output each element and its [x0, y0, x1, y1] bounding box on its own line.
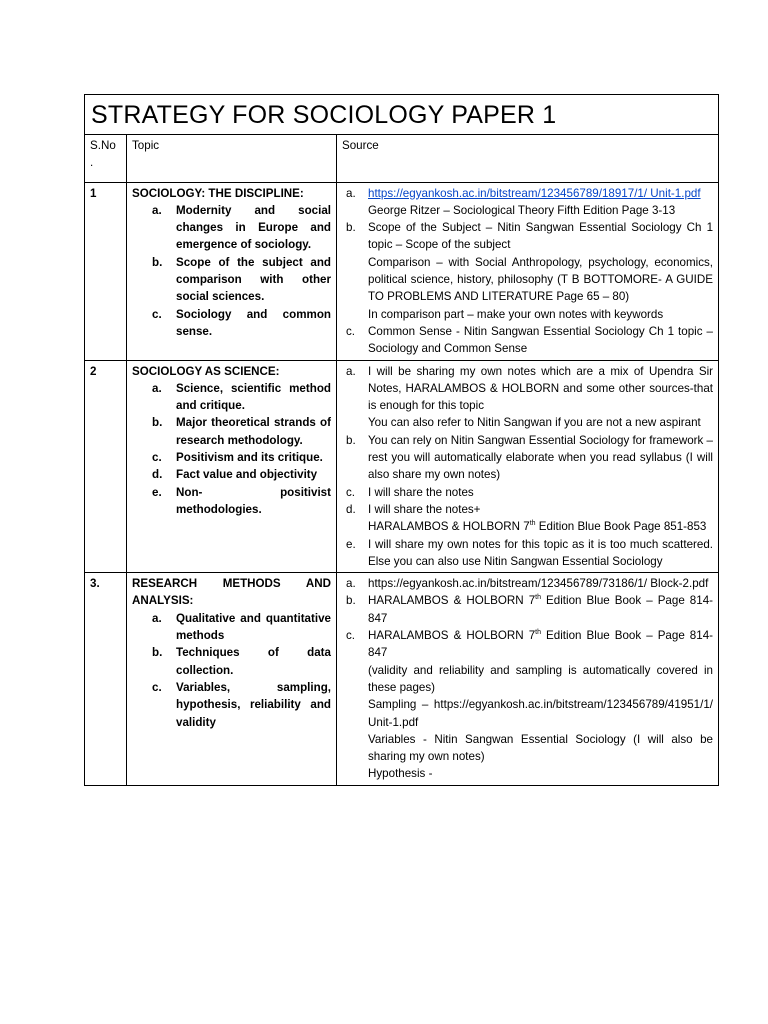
source-text: Scope of the Subject – Nitin Sangwan Essential Sociology Ch 1 topic – Scope of the subject: [368, 221, 714, 252]
superscript: th: [535, 594, 541, 602]
subtopic-item: [132, 644, 331, 679]
list-marker: b.: [152, 255, 163, 269]
subtopic-item: [132, 610, 331, 645]
superscript: th: [529, 520, 536, 528]
list-marker: a.: [346, 186, 356, 200]
header-sno: S.No .: [85, 135, 127, 183]
source-item: [342, 219, 713, 323]
source-item: [342, 363, 713, 432]
document-page: [84, 94, 718, 786]
subtopic-text: Non- positivist methodologies.: [176, 485, 331, 516]
row-number: 3.: [85, 573, 127, 786]
list-marker: a.: [346, 577, 356, 591]
source-item: [342, 185, 713, 220]
source-text: (validity and reliability and sampling is automatically covered in these pages): [368, 663, 714, 694]
strategy-table: [84, 94, 719, 786]
source-text: You can rely on Nitin Sangwan Essential Sociology for framework – rest you will automatically elaborate when you read syllabus (I will also share my own notes): [368, 433, 714, 482]
list-marker: e.: [152, 485, 162, 499]
table-row: [85, 573, 719, 786]
subtopic-text: Positivism and its critique.: [176, 451, 323, 465]
source-text: Variables - Nitin Sangwan Essential Sociology (I will also be sharing my own notes): [368, 732, 714, 764]
source-text: Comparison – with Social Anthropology, psychology, economics, political science, history, philosophy (T B BOTTOMORE- A GUIDE TO PROBLEMS AND LITERATURE Page 65 – 80): [368, 255, 714, 304]
subtopic-item: [132, 202, 331, 254]
table-row: [85, 182, 719, 360]
topic-heading: RESEARCH METHODS AND ANALYSIS:: [132, 577, 331, 608]
source-list: [342, 575, 713, 783]
source-text: Common Sense - Nitin Sangwan Essential Sociology Ch 1 topic – Sociology and Common Sense: [368, 324, 714, 356]
list-marker: a.: [152, 381, 162, 395]
source-text: Sampling – https://egyankosh.ac.in/bitstream/123456789/41951/1/ Unit-1.pdf: [368, 698, 714, 729]
source-list: [342, 185, 713, 358]
list-marker: a.: [152, 203, 162, 217]
page-title: STRATEGY FOR SOCIOLOGY PAPER 1: [85, 95, 719, 135]
subtopic-text: Sociology and common sense.: [176, 307, 331, 338]
source-text: HARALAMBOS & HOLBORN 7th Edition Blue Book Page 851-853: [368, 520, 707, 534]
subtopic-list: [132, 202, 331, 340]
list-marker: e.: [346, 537, 356, 551]
subtopic-item: [132, 380, 331, 415]
source-item: [342, 484, 713, 501]
source-text: Hypothesis -: [368, 767, 433, 781]
subtopic-item: [132, 679, 331, 731]
source-item: [342, 432, 713, 484]
list-marker: c.: [346, 629, 356, 643]
header-topic: Topic: [127, 135, 337, 183]
subtopic-text: Modernity and social changes in Europe and emergence of sociology.: [176, 203, 331, 252]
header-row: [85, 135, 719, 183]
list-marker: c.: [346, 485, 356, 499]
source-text: HARALAMBOS & HOLBORN 7th Edition Blue Book – Page 814-847: [368, 594, 714, 625]
source-cell: [337, 573, 719, 786]
source-link[interactable]: https://egyankosh.ac.in/bitstream/123456789/18917/1/ Unit-1.pdf: [368, 186, 701, 200]
list-marker: a.: [346, 364, 356, 378]
subtopic-list: [132, 610, 331, 731]
source-text: https://egyankosh.ac.in/bitstream/123456789/73186/1/ Block-2.pdf: [368, 577, 709, 591]
row-number: 1: [85, 182, 127, 360]
list-marker: a.: [152, 611, 162, 625]
source-text: You can also refer to Nitin Sangwan if you are not a new aspirant: [368, 416, 701, 430]
header-source: Source: [337, 135, 719, 183]
subtopic-text: Qualitative and quantitative methods: [176, 611, 331, 643]
topic-cell: [127, 360, 337, 573]
list-marker: b.: [346, 221, 356, 235]
subtopic-item: [132, 484, 331, 519]
row-number: 2: [85, 360, 127, 573]
subtopic-item: [132, 414, 331, 449]
source-text: George Ritzer – Sociological Theory Fifth Edition Page 3-13: [368, 203, 676, 217]
source-text: In comparison part – make your own notes with keywords: [368, 307, 664, 321]
subtopic-item: [132, 306, 331, 341]
subtopic-text: Fact value and objectivity: [176, 468, 318, 482]
source-item: [342, 575, 713, 592]
subtopic-item: [132, 466, 331, 483]
subtopic-text: Major theoretical strands of research methodology.: [176, 416, 331, 447]
subtopic-item: [132, 254, 331, 306]
list-marker: c.: [152, 680, 162, 694]
source-text: I will share the notes: [368, 485, 474, 499]
source-item: [342, 627, 713, 783]
source-cell: [337, 182, 719, 360]
list-marker: b.: [346, 433, 356, 447]
source-text: I will share the notes+: [368, 502, 481, 516]
list-marker: c.: [152, 307, 162, 321]
subtopic-text: Variables, sampling, hypothesis, reliability and validity: [176, 680, 331, 729]
list-marker: b.: [152, 416, 163, 430]
subtopic-text: Scope of the subject and comparison with other social sciences.: [176, 255, 331, 304]
title-row: [85, 95, 719, 135]
subtopic-list: [132, 380, 331, 518]
list-marker: c.: [152, 451, 162, 465]
list-marker: d.: [152, 468, 163, 482]
topic-heading: SOCIOLOGY: THE DISCIPLINE:: [132, 186, 304, 200]
source-text: I will share my own notes for this topic as it is too much scattered. Else you can also use Nitin Sangwan Essential Sociology: [368, 537, 714, 568]
list-marker: c.: [346, 324, 356, 338]
subtopic-text: Techniques of data collection.: [176, 646, 331, 677]
topic-heading: SOCIOLOGY AS SCIENCE:: [132, 364, 280, 378]
source-text: I will be sharing my own notes which are a mix of Upendra Sir Notes, HARALAMBOS & HOLBORN and some other sources-that is enough for this topic: [368, 364, 714, 413]
superscript: th: [535, 629, 541, 637]
source-cell: [337, 360, 719, 573]
list-marker: b.: [152, 646, 163, 660]
source-item: [342, 501, 713, 536]
list-marker: b.: [346, 594, 356, 608]
list-marker: d.: [346, 502, 356, 516]
topic-cell: [127, 573, 337, 786]
source-item: [342, 592, 713, 627]
source-list: [342, 363, 713, 571]
source-text: HARALAMBOS & HOLBORN 7th Edition Blue Book – Page 814-847: [368, 629, 714, 660]
topic-cell: [127, 182, 337, 360]
source-item: [342, 536, 713, 571]
source-item: [342, 323, 713, 358]
table-row: [85, 360, 719, 573]
subtopic-text: Science, scientific method and critique.: [176, 381, 331, 413]
subtopic-item: [132, 449, 331, 466]
